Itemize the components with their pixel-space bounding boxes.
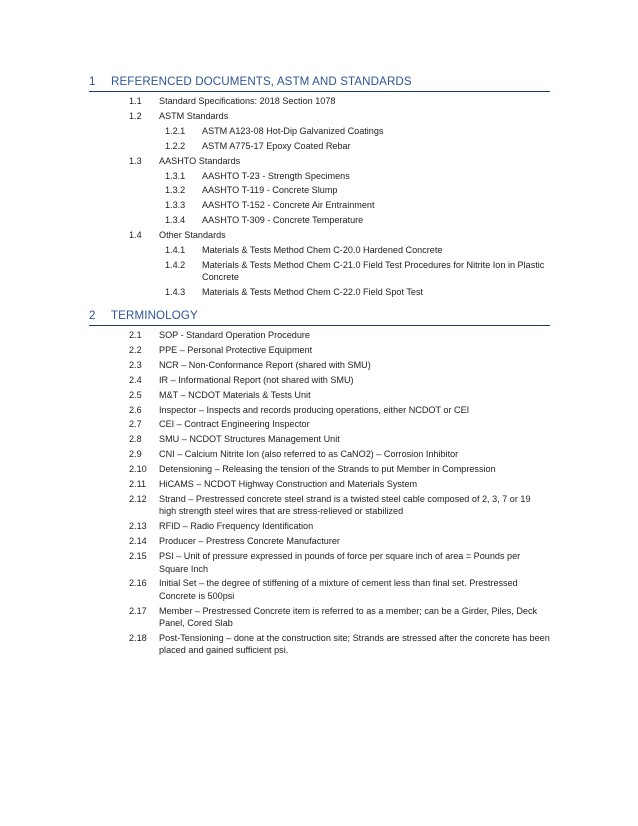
list-item [89, 478, 550, 490]
section-heading [89, 309, 550, 326]
item-text: AASHTO Standards [159, 155, 241, 166]
list-item [89, 389, 550, 401]
item-number: 1.3 [129, 155, 142, 166]
list-item [89, 577, 550, 602]
item-number: 2.14 [129, 536, 147, 547]
list-item [89, 605, 550, 630]
item-number: 2.9 [129, 449, 142, 460]
item-number: 1.4.1 [165, 245, 186, 256]
list-item [89, 418, 550, 430]
item-number: 1.4.2 [165, 259, 186, 270]
item-text: AASHTO T-119 - Concrete Slump [202, 185, 338, 196]
subsection-item [89, 184, 550, 196]
item-number: 2.11 [129, 479, 147, 490]
item-number: 2.7 [129, 419, 142, 430]
section-number: 1 [89, 75, 96, 88]
item-number: 2.1 [129, 330, 142, 340]
list-item [89, 329, 550, 341]
list-item [89, 520, 550, 532]
item-text: CEI – Contract Engineering Inspector [159, 419, 310, 430]
subsection-item [89, 199, 550, 211]
list-item [89, 155, 550, 167]
item-number: 1.2 [129, 110, 142, 121]
item-text: M&T – NCDOT Materials & Tests Unit [159, 389, 311, 400]
subsection-item [89, 286, 550, 298]
item-text: Materials & Tests Method Chem C-21.0 Field Test Procedures for Nitrite Ion in Plastic Concrete [202, 259, 545, 283]
section-items [89, 329, 550, 657]
item-number: 1.4.3 [165, 287, 186, 298]
subsection-item [89, 140, 550, 152]
item-text: SMU – NCDOT Structures Management Unit [159, 434, 340, 445]
list-item [89, 632, 550, 657]
item-text: ASTM A123-08 Hot-Dip Galvanized Coatings [202, 125, 384, 136]
subsection-item [89, 170, 550, 182]
item-text: CNI – Calcium Nitrite Ion (also referred to as CaNO2) – Corrosion Inhibitor [159, 449, 459, 460]
item-number: 1.3.2 [165, 185, 186, 196]
item-number: 2.8 [129, 434, 142, 445]
item-number: 2.10 [129, 464, 147, 475]
list-item [89, 448, 550, 460]
item-number: 2.16 [129, 578, 147, 589]
list-item [89, 433, 550, 445]
item-number: 1.3.3 [165, 200, 186, 211]
item-number: 2.12 [129, 493, 147, 504]
section-heading [89, 75, 550, 92]
item-text: ASTM A775-17 Epoxy Coated Rebar [202, 140, 351, 151]
list-item [89, 463, 550, 475]
item-text: PSI – Unit of pressure expressed in pounds of force per square inch of area = Pounds per Square Inch [159, 551, 521, 574]
item-text: NCR – Non-Conformance Report (shared with SMU) [159, 359, 371, 370]
item-number: 2.17 [129, 605, 147, 616]
item-text: AASHTO T-23 - Strength Specimens [202, 170, 350, 181]
item-text: AASHTO T-152 - Concrete Air Entrainment [202, 200, 375, 211]
item-text: AASHTO T-309 - Concrete Temperature [202, 215, 364, 226]
item-number: 1.2.1 [165, 125, 186, 136]
list-item [89, 493, 550, 518]
item-text: RFID – Radio Frequency Identification [159, 521, 314, 532]
subsection-item [89, 259, 550, 284]
list-item [89, 344, 550, 356]
item-text: Member – Prestressed Concrete item is referred to as a member; can be a Girder, Piles, Deck Panel, Cored Slab [159, 605, 538, 629]
section-items [89, 95, 550, 299]
item-number: 1.3.1 [165, 170, 186, 181]
list-item [89, 110, 550, 122]
section-title: TERMINOLOGY [111, 309, 198, 322]
item-number: 1.3.4 [165, 215, 186, 226]
item-number: 2.4 [129, 374, 142, 385]
section-terminology [89, 309, 550, 659]
item-number: 2.18 [129, 633, 147, 644]
subsection-item [89, 214, 550, 226]
item-text: IR – Informational Report (not shared with SMU) [159, 374, 354, 385]
subsection-item [89, 244, 550, 256]
item-number: 2.15 [129, 551, 147, 562]
item-number: 2.13 [129, 521, 147, 532]
section-referenced-documents [89, 75, 550, 301]
item-text: Initial Set – the degree of stiffening of a mixture of cement less than final set. Prestressed Concrete is 500psi [159, 578, 518, 601]
item-text: Materials & Tests Method Chem C-20.0 Hardened Concrete [202, 245, 443, 256]
list-item [89, 95, 550, 107]
item-text: SOP - Standard Operation Procedure [159, 330, 310, 340]
item-text: Inspector – Inspects and records producing operations, either NCDOT or CEI [159, 404, 470, 415]
item-number: 2.3 [129, 359, 142, 370]
item-number: 1.1 [129, 96, 142, 106]
item-number: 1.2.2 [165, 140, 186, 151]
list-item [89, 404, 550, 416]
item-number: 2.6 [129, 404, 142, 415]
list-item [89, 359, 550, 371]
item-number: 2.5 [129, 389, 142, 400]
subsection-item [89, 125, 550, 137]
item-text: Post-Tensioning – done at the construction site; Strands are stressed after the concrete has been placed and gained sufficient psi. [159, 633, 550, 656]
item-text: ASTM Standards [159, 110, 229, 121]
item-number: 1.4 [129, 230, 142, 241]
list-item [89, 229, 550, 241]
item-text: Producer – Prestress Concrete Manufacturer [159, 536, 340, 547]
item-text: PPE – Personal Protective Equipment [159, 344, 313, 355]
item-text: HiCAMS – NCDOT Highway Construction and Materials System [159, 479, 418, 490]
item-number: 2.2 [129, 344, 142, 355]
section-number: 2 [89, 309, 96, 322]
item-text: Standard Specifications: 2018 Section 1078 [159, 96, 336, 106]
list-item [89, 550, 550, 575]
item-text: Materials & Tests Method Chem C-22.0 Field Spot Test [202, 287, 424, 298]
list-item [89, 374, 550, 386]
section-title: REFERENCED DOCUMENTS, ASTM AND STANDARDS [111, 75, 412, 88]
item-text: Other Standards [159, 230, 226, 241]
item-text: Strand – Prestressed concrete steel strand is a twisted steel cable composed of 2, 3, 7 or 19 high strength steel wires that are stress-relieved or stabilized [159, 493, 531, 517]
item-text: Detensioning – Releasing the tension of the Strands to put Member in Compression [159, 464, 496, 475]
list-item [89, 535, 550, 547]
